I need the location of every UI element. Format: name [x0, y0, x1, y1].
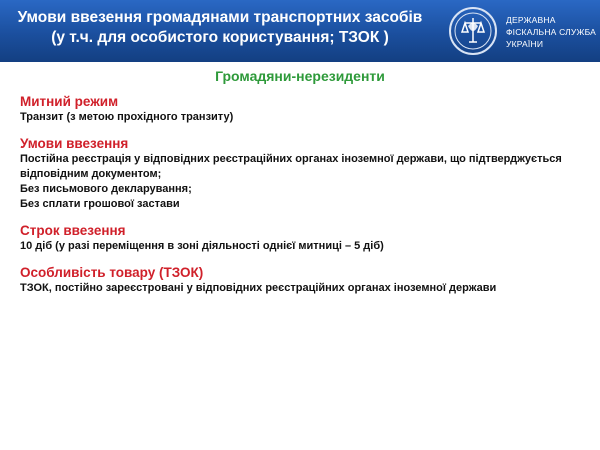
section-line: Транзит (з метою прохідного транзиту): [20, 111, 234, 123]
agency-line-3: УКРАЇНИ: [506, 39, 544, 49]
fiscal-service-emblem-icon: [448, 6, 498, 56]
section-customs-regime: [20, 93, 595, 125]
section-line: Без сплати грошової застави: [20, 198, 180, 210]
section-line: відповідним документом;: [20, 168, 162, 180]
section-heading: Умови ввезення: [20, 136, 129, 151]
agency-line-2: ФІСКАЛЬНА СЛУЖБА: [506, 27, 597, 37]
section-line: Постійна реєстрація у відповідних реєстраційних органах іноземної держави, що підтверджується: [20, 153, 562, 165]
section-line: 10 діб (у разі переміщення в зоні діяльності однієї митниці – 5 діб): [20, 240, 384, 252]
section-import-conditions: [20, 135, 595, 212]
section-line: Без письмового декларування;: [20, 183, 192, 195]
section-heading: Строк ввезення: [20, 223, 126, 238]
title-line-2: (у т.ч. для особистого користування; ТЗОК ): [51, 29, 389, 46]
agency-line-1: ДЕРЖАВНА: [506, 15, 556, 25]
section-heading: Особливість товару (ТЗОК): [20, 265, 204, 280]
subtitle: Громадяни-нерезиденти: [215, 68, 385, 84]
section-heading: Митний режим: [20, 94, 119, 109]
agency-name: [506, 14, 596, 50]
section-line: ТЗОК, постійно зареєстровані у відповідних реєстраційних органах іноземної держави: [20, 282, 497, 294]
header-banner: [0, 0, 600, 62]
section-goods-feature: [20, 264, 595, 296]
title-line-1: Умови ввезення громадянами транспортних засобів: [17, 9, 423, 26]
page-title: [0, 8, 440, 48]
section-import-term: [20, 222, 595, 254]
content: [20, 93, 595, 306]
